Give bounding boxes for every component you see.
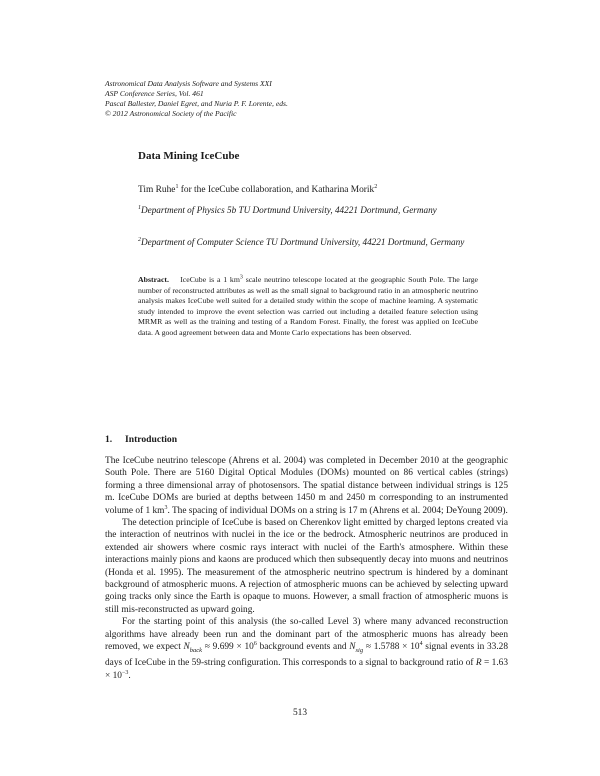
n-back-symbol: N	[183, 642, 190, 653]
author-name-1: Tim Ruhe	[138, 185, 176, 195]
abstract-label: Abstract.	[138, 275, 169, 284]
paragraph-3-text-d: ≈ 1.5788 × 10	[363, 642, 420, 653]
author-sup-1: 1	[175, 183, 179, 190]
author-sup-2: 2	[374, 183, 378, 190]
paragraph-3-text-e: signal events in 33.28 days of IceCube in the 59-string configuration. This corresponds to a signal to background ratio of	[105, 642, 509, 669]
paragraph-2: The detection principle of IceCube is based on Cherenkov light emitted by charged leptons created via the interaction of neutrinos with nuclei in the ice or the bedrock. Atmospheric neutrinos are produced in extended air showers where cosmic rays interact with nuclei of the Earth's atmosphere. Within these interactions mainly pions and kaons are produced which then subsequently decay into muons and neutrinos (Honda et al. 1995). The measurement of the atmospheric neutrino spectrum is hindered by a dominant background of atmospheric muons. A rejection of atmospheric muons can be achieved by selecting upward going tracks only since the Earth is opaque to muons. However, a small fraction of atmospheric muons is still mis-reconstructed as upward going.	[105, 518, 508, 615]
author-line	[138, 185, 377, 195]
abstract-sup: 3	[239, 274, 243, 281]
paragraph-3-text-b: ≈ 9.699 × 10	[202, 642, 254, 653]
paragraph-3-text-f: = 1.63 × 10	[105, 658, 508, 681]
author-name-2: for the IceCube collaboration, and Katharina Morik	[178, 185, 375, 195]
paragraph-3	[105, 616, 508, 682]
running-header	[105, 79, 505, 119]
header-volume: ASP Conference Series, Vol. 461	[105, 89, 204, 98]
paragraph-3-exp-2: 4	[419, 640, 423, 647]
abstract	[138, 275, 478, 339]
affiliation-2-text: Department of Computer Science TU Dortmund University, 44221 Dortmund, Germany	[141, 237, 465, 247]
affiliation-2-sup: 2	[138, 236, 141, 243]
paragraph-1-sup: 3	[164, 504, 168, 511]
header-editors: Pascal Ballester, Daniel Egret, and Nuria P. F. Lorente, eds.	[105, 99, 288, 108]
affiliation-1-text: Department of Physics 5b TU Dortmund University, 44221 Dortmund, Germany	[141, 205, 437, 215]
affiliation-2	[138, 236, 478, 250]
paragraph-1-text-b: . The spacing of individual DOMs on a string is 17 m (Ahrens et al. 2004; DeYoung 2009).	[167, 505, 508, 516]
paragraph-3-text-g: .	[128, 670, 131, 681]
abstract-text-rest: scale neutrino telescope located at the geographic South Pole. The large number of reconstructed attributes as well as the small signal to background ratio in an atmospheric neutrino analysis makes IceCube well suited for a detailed study within the scope of machine learning. A systematic study intended to improve the event selection was carried out including a detailed feature selection using MRMR as well as the training and testing of a Random Forest. Finally, the forest was applied on IceCube data. A good agreement between data and Monte Carlo expectations has been observed.	[138, 275, 479, 337]
section-number: 1.	[105, 434, 113, 445]
section-heading	[105, 434, 177, 445]
r-symbol: R	[475, 658, 482, 669]
n-sig-subscript: sig	[355, 646, 364, 654]
paragraph-3-exp-1: 6	[253, 640, 257, 647]
paragraph-3-exp-3: −3	[121, 669, 129, 676]
paragraph-1-text-a: The IceCube neutrino telescope (Ahrens et al. 2004) was completed in December 2010 at the geographic South Pole. There are 5160 Digital Optical Modules (DOMs) mounted on 86 vertical cables (strings) forming a three dimensional array of photosensors. The spatial distance between individual strings is 125 m. IceCube DOMs are buried at depths between 1450 m and 2450 m corresponding to an instrumented volume of 1 km	[105, 456, 508, 516]
body-text	[105, 455, 508, 682]
paragraph-3-text-c: background events and	[256, 642, 350, 653]
paper-title: Data Mining IceCube	[138, 150, 240, 162]
n-sig-symbol: N	[349, 642, 356, 653]
section-title: Introduction	[125, 434, 178, 445]
paragraph-1	[105, 455, 508, 517]
paragraph-3-text-a: For the starting point of this analysis (the so-called Level 3) where many advanced reconstruction algorithms have already been run and the dominant part of the atmospheric muons has already been removed, we expect	[105, 617, 508, 653]
n-back-subscript: back	[189, 646, 203, 654]
header-copyright: © 2012 Astronomical Society of the Pacific	[105, 109, 237, 118]
affiliation-1	[138, 204, 478, 218]
page-number: 513	[292, 708, 308, 718]
header-series: Astronomical Data Analysis Software and Systems XXI	[105, 79, 272, 88]
abstract-text-start: IceCube is a 1 km	[180, 275, 240, 284]
affiliation-1-sup: 1	[138, 204, 141, 211]
